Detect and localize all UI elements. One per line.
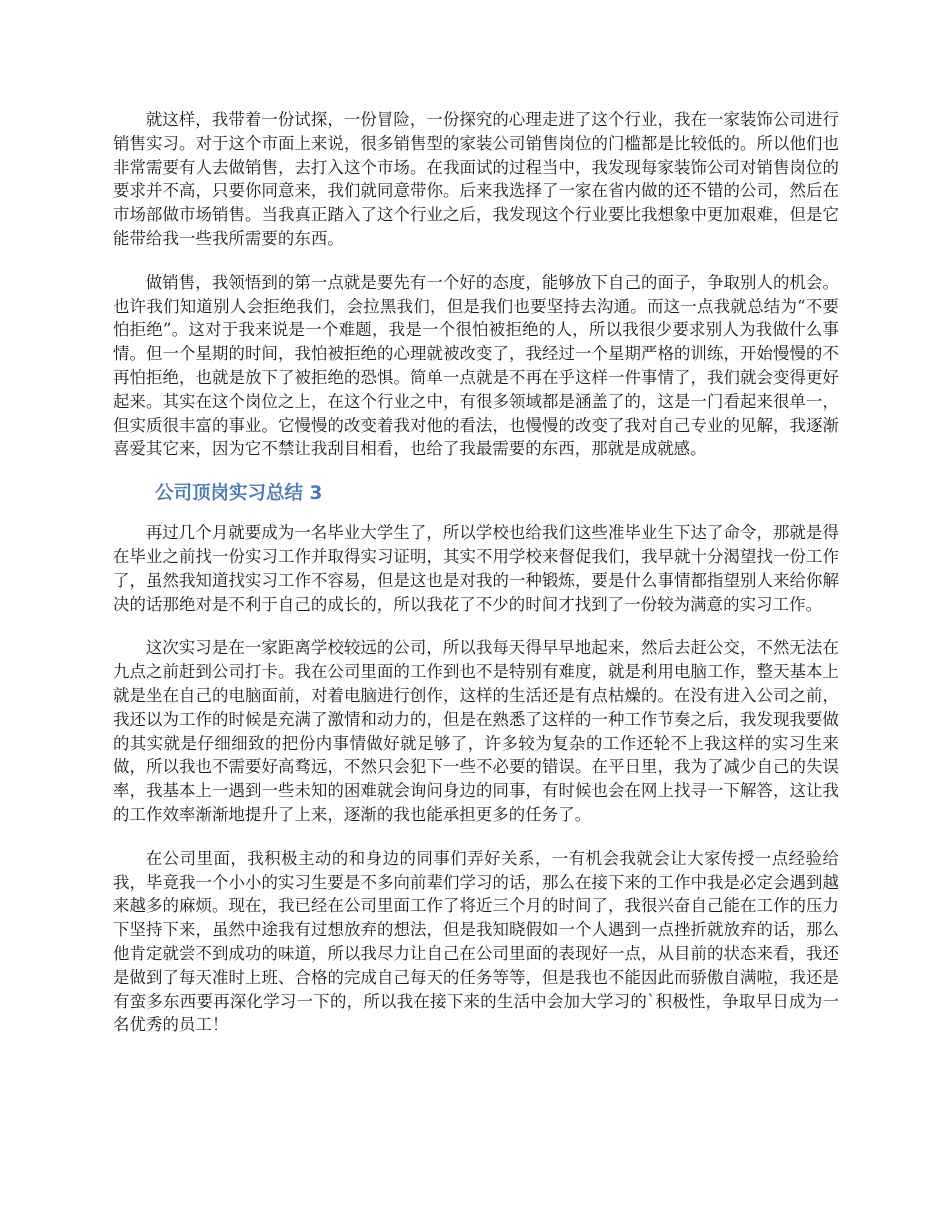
paragraph: 再过几个月就要成为一名毕业大学生了，所以学校也给我们这些准毕业生下达了命令，那就是得在毕业之前找一份实习工作并取得实习证明，其实不用学校来督促我们，我早就十分渴望找一份工作了，虽然我知道找实习工作不容易，但是这也是对我的一种锻炼，要是什么事情都指望别人来给你解决的话那绝对是不利于自己的成长的，所以我花了不少的时间才找到了一份较为满意的实习工作。 xyxy=(113,523,839,614)
paragraph: 这次实习是在一家距离学校较远的公司，所以我每天得早早地起来，然后去赶公交，不然无法在九点之前赶到公司打卡。我在公司里面的工作到也不是特别有难度，就是利用电脑工作，整天基本上就是坐在自己的电脑面前，对着电脑进行创作，这样的生活还是有点枯燥的。在没有进入公司之前，我还以为工作的时候是充满了激情和动力的，但是在熟悉了这样的一种工作节奏之后，我发现我要做的其实就是仔细细致的把份内事情做好就足够了，许多较为复杂的工作还轮不上我这样的实习生来做，所以我也不需要好高骛远，不然只会犯下一些不必要的错误。在平日里，我为了减少自己的失误率，我基本上一遇到一些未知的困难就会询问身边的同事，有时候也会在网上找寻一下解答，这让我的工作效率渐渐地提升了上来，逐渐的我也能承担更多的任务了。 xyxy=(113,638,839,824)
section-heading: 公司顶岗实习总结 3 xyxy=(155,483,323,505)
paragraph: 在公司里面，我积极主动的和身边的同事们弄好关系，一有机会我就会让大家传授一点经验给我，毕竟我一个小小的实习生要是不多向前辈们学习的话，那么在接下来的工作中我是必定会遇到越来越多的麻烦。现在，我已经在公司里面工作了将近三个月的时间了，我很兴奋自己能在工作的压力下坚持下来，虽然中途我有过想放弃的想法，但是我知晓假如一个人遇到一点挫折就放弃的话，那么他肯定就尝不到成功的味道，所以我尽力让自己在公司里面的表现好一点，从目前的状态来看，我还是做到了每天准时上班、合格的完成自己每天的任务等等，但是我也不能因此而骄傲自满啦，我还是有蛮多东西要再深化学习一下的，所以我在接下来的生活中会加大学习的`积极性，争取早日成为一名优秀的员工！ xyxy=(113,848,839,1035)
paragraph: 就这样，我带着一份试探，一份冒险，一份探究的心理走进了这个行业，我在一家装饰公司进行销售实习。对于这个市面上来说，很多销售型的家装公司销售岗位的门槛都是比较低的。所以他们也非常需要有人去做销售，去打入这个市场。在我面试的过程当中，我发现每家装饰公司对销售岗位的要求并不高，只要你同意来，我们就同意带你。后来我选择了一家在省内做的还不错的公司，然后在市场部做市场销售。当我真正踏入了这个行业之后，我发现这个行业要比我想象中更加艰难，但是它能带给我一些我所需要的东西。 xyxy=(113,110,839,248)
paragraph: 做销售，我领悟到的第一点就是要先有一个好的态度，能够放下自己的面子，争取别人的机会。也许我们知道别人会拒绝我们，会拉黑我们，但是我们也要坚持去沟通。而这一点我就总结为“不要怕拒绝”。这对于我来说是一个难题，我是一个很怕被拒绝的人，所以我很少要求别人为我做什么事情。但一个星期的时间，我怕被拒绝的心理就被改变了，我经过一个星期严格的训练，开始慢慢的不再怕拒绝，也就是放下了被拒绝的恐惧。简单一点就是不再在乎这样一件事情了，我们就会变得更好起来。其实在这个岗位之上，在这个行业之中，有很多领域都是涵盖了的，这是一门看起来很单一，但实质很丰富的事业。它慢慢的改变着我对他的看法，也慢慢的改变了我对自己专业的见解，我逐渐喜爱其它来，因为它不禁让我刮目相看，也给了我最需要的东西，那就是成就感。 xyxy=(113,272,839,459)
document-page xyxy=(113,108,839,1057)
